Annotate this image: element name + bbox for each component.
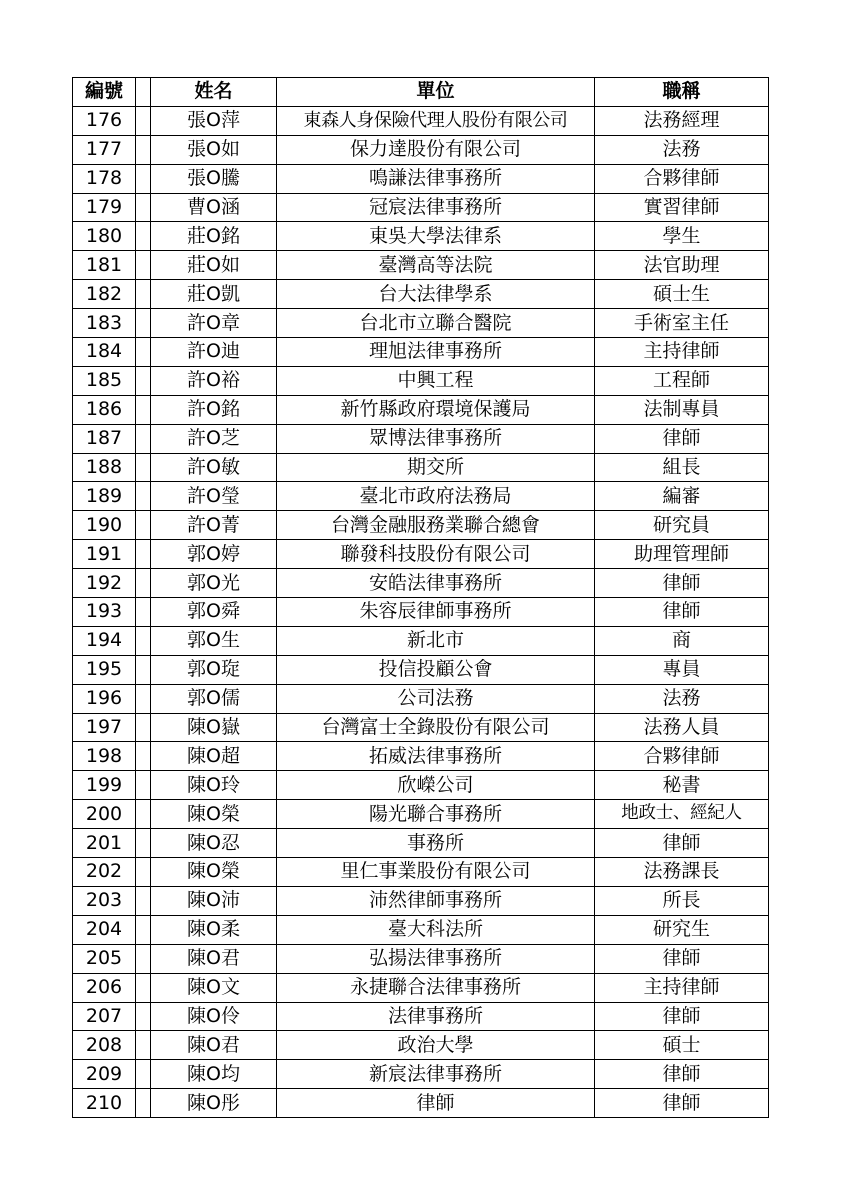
- table-row: [73, 395, 769, 424]
- cell-unit: 法律事務所: [277, 1002, 595, 1031]
- cell-spacer: [136, 800, 151, 829]
- table-row: [73, 338, 769, 367]
- cell-number: 202: [73, 858, 136, 887]
- cell-spacer: [136, 742, 151, 771]
- cell-number: 189: [73, 482, 136, 511]
- cell-spacer: [136, 829, 151, 858]
- cell-unit: 政治大學: [277, 1031, 595, 1060]
- cell-title: 實習律師: [595, 193, 769, 222]
- cell-spacer: [136, 309, 151, 338]
- table-row: [73, 684, 769, 713]
- cell-title: 律師: [595, 1089, 769, 1118]
- cell-unit: 台灣金融服務業聯合總會: [277, 511, 595, 540]
- cell-title: 助理管理師: [595, 540, 769, 569]
- cell-spacer: [136, 915, 151, 944]
- cell-name: 許O菁: [151, 511, 277, 540]
- cell-number: 200: [73, 800, 136, 829]
- cell-number: 195: [73, 655, 136, 684]
- cell-spacer: [136, 453, 151, 482]
- table-row: [73, 135, 769, 164]
- cell-title: 法務: [595, 135, 769, 164]
- cell-title: 組長: [595, 453, 769, 482]
- cell-name: 陳O超: [151, 742, 277, 771]
- table-row: [73, 742, 769, 771]
- cell-title: 法務經理: [595, 106, 769, 135]
- cell-unit: 聯發科技股份有限公司: [277, 540, 595, 569]
- cell-spacer: [136, 1060, 151, 1089]
- cell-number: 193: [73, 598, 136, 627]
- cell-unit: 理旭法律事務所: [277, 338, 595, 367]
- cell-spacer: [136, 1089, 151, 1118]
- table-row: [73, 598, 769, 627]
- cell-spacer: [136, 569, 151, 598]
- cell-name: 陳O柔: [151, 915, 277, 944]
- cell-spacer: [136, 366, 151, 395]
- cell-name: 陳O嶽: [151, 713, 277, 742]
- cell-name: 郭O儒: [151, 684, 277, 713]
- cell-number: 205: [73, 944, 136, 973]
- cell-number: 186: [73, 395, 136, 424]
- cell-title: 合夥律師: [595, 164, 769, 193]
- cell-title: 學生: [595, 222, 769, 251]
- cell-number: 178: [73, 164, 136, 193]
- cell-title: 研究員: [595, 511, 769, 540]
- cell-number: 187: [73, 424, 136, 453]
- cell-unit: 臺灣高等法院: [277, 251, 595, 280]
- cell-name: 許O裕: [151, 366, 277, 395]
- cell-name: 許O章: [151, 309, 277, 338]
- cell-number: 184: [73, 338, 136, 367]
- cell-unit: 臺大科法所: [277, 915, 595, 944]
- table-row: [73, 858, 769, 887]
- cell-number: 209: [73, 1060, 136, 1089]
- table-header: [73, 78, 769, 107]
- table-row: [73, 655, 769, 684]
- header-name: 姓名: [151, 78, 277, 107]
- cell-title: 地政士、經紀人: [595, 800, 769, 829]
- cell-unit: 永捷聯合法律事務所: [277, 973, 595, 1002]
- cell-title: 秘書: [595, 771, 769, 800]
- cell-unit: 台北市立聯合醫院: [277, 309, 595, 338]
- cell-name: 陳O榮: [151, 800, 277, 829]
- cell-title: 律師: [595, 569, 769, 598]
- cell-name: 莊O銘: [151, 222, 277, 251]
- cell-name: 陳O均: [151, 1060, 277, 1089]
- cell-unit: 投信投顧公會: [277, 655, 595, 684]
- cell-title: 手術室主任: [595, 309, 769, 338]
- cell-number: 196: [73, 684, 136, 713]
- cell-title: 主持律師: [595, 338, 769, 367]
- cell-number: 181: [73, 251, 136, 280]
- cell-title: 編審: [595, 482, 769, 511]
- cell-name: 張O如: [151, 135, 277, 164]
- cell-name: 陳O玲: [151, 771, 277, 800]
- cell-name: 陳O君: [151, 944, 277, 973]
- table-row: [73, 280, 769, 309]
- cell-spacer: [136, 193, 151, 222]
- cell-unit: 安皓法律事務所: [277, 569, 595, 598]
- cell-spacer: [136, 598, 151, 627]
- cell-number: 204: [73, 915, 136, 944]
- cell-name: 許O芝: [151, 424, 277, 453]
- table-row: [73, 424, 769, 453]
- cell-spacer: [136, 771, 151, 800]
- cell-number: 207: [73, 1002, 136, 1031]
- cell-number: 197: [73, 713, 136, 742]
- cell-number: 191: [73, 540, 136, 569]
- cell-number: 188: [73, 453, 136, 482]
- cell-spacer: [136, 713, 151, 742]
- cell-number: 190: [73, 511, 136, 540]
- cell-name: 張O萍: [151, 106, 277, 135]
- cell-spacer: [136, 395, 151, 424]
- table-row: [73, 771, 769, 800]
- cell-unit: 台灣富士全錄股份有限公司: [277, 713, 595, 742]
- table-row: [73, 973, 769, 1002]
- cell-spacer: [136, 944, 151, 973]
- table-row: [73, 713, 769, 742]
- cell-unit: 陽光聯合事務所: [277, 800, 595, 829]
- cell-title: 律師: [595, 424, 769, 453]
- cell-name: 陳O伶: [151, 1002, 277, 1031]
- cell-unit: 眾博法律事務所: [277, 424, 595, 453]
- roster-table: [72, 77, 769, 1118]
- cell-number: 208: [73, 1031, 136, 1060]
- table-body: [73, 106, 769, 1117]
- cell-name: 陳O忍: [151, 829, 277, 858]
- cell-title: 主持律師: [595, 973, 769, 1002]
- table-row: [73, 482, 769, 511]
- cell-number: 192: [73, 569, 136, 598]
- table-row: [73, 829, 769, 858]
- cell-unit: 沛然律師事務所: [277, 886, 595, 915]
- cell-title: 商: [595, 626, 769, 655]
- cell-title: 律師: [595, 598, 769, 627]
- cell-unit: 欣嶸公司: [277, 771, 595, 800]
- cell-unit: 期交所: [277, 453, 595, 482]
- cell-unit: 公司法務: [277, 684, 595, 713]
- cell-number: 177: [73, 135, 136, 164]
- cell-number: 203: [73, 886, 136, 915]
- cell-name: 陳O文: [151, 973, 277, 1002]
- table-row: [73, 193, 769, 222]
- table-row: [73, 366, 769, 395]
- cell-spacer: [136, 1031, 151, 1060]
- cell-title: 法務課長: [595, 858, 769, 887]
- cell-number: 183: [73, 309, 136, 338]
- cell-unit: 弘揚法律事務所: [277, 944, 595, 973]
- header-title: 職稱: [595, 78, 769, 107]
- table-row: [73, 251, 769, 280]
- cell-number: 185: [73, 366, 136, 395]
- table-row: [73, 569, 769, 598]
- cell-spacer: [136, 251, 151, 280]
- table-row: [73, 1002, 769, 1031]
- cell-name: 陳O榮: [151, 858, 277, 887]
- table-row: [73, 886, 769, 915]
- cell-title: 律師: [595, 1002, 769, 1031]
- cell-name: 陳O沛: [151, 886, 277, 915]
- cell-spacer: [136, 973, 151, 1002]
- cell-title: 法務: [595, 684, 769, 713]
- cell-unit: 拓威法律事務所: [277, 742, 595, 771]
- header-number: 編號: [73, 78, 136, 107]
- table-row: [73, 222, 769, 251]
- cell-spacer: [136, 1002, 151, 1031]
- cell-name: 曹O涵: [151, 193, 277, 222]
- cell-title: 碩士: [595, 1031, 769, 1060]
- cell-title: 工程師: [595, 366, 769, 395]
- cell-name: 許O銘: [151, 395, 277, 424]
- table-row: [73, 540, 769, 569]
- cell-number: 176: [73, 106, 136, 135]
- cell-number: 180: [73, 222, 136, 251]
- cell-unit: 新竹縣政府環境保護局: [277, 395, 595, 424]
- cell-unit: 律師: [277, 1089, 595, 1118]
- table-row: [73, 1089, 769, 1118]
- table-row: [73, 626, 769, 655]
- cell-spacer: [136, 655, 151, 684]
- cell-title: 律師: [595, 1060, 769, 1089]
- cell-unit: 冠宸法律事務所: [277, 193, 595, 222]
- cell-spacer: [136, 164, 151, 193]
- cell-spacer: [136, 222, 151, 251]
- cell-name: 郭O生: [151, 626, 277, 655]
- table-row: [73, 106, 769, 135]
- cell-name: 許O瑩: [151, 482, 277, 511]
- cell-spacer: [136, 482, 151, 511]
- cell-spacer: [136, 106, 151, 135]
- header-unit: 單位: [277, 78, 595, 107]
- cell-spacer: [136, 338, 151, 367]
- cell-name: 張O騰: [151, 164, 277, 193]
- cell-spacer: [136, 424, 151, 453]
- cell-title: 合夥律師: [595, 742, 769, 771]
- cell-unit: 朱容辰律師事務所: [277, 598, 595, 627]
- cell-unit: 東森人身保險代理人股份有限公司: [277, 106, 595, 135]
- cell-title: 律師: [595, 829, 769, 858]
- cell-title: 律師: [595, 944, 769, 973]
- cell-title: 所長: [595, 886, 769, 915]
- cell-spacer: [136, 626, 151, 655]
- cell-spacer: [136, 858, 151, 887]
- header-spacer: [136, 78, 151, 107]
- cell-unit: 台大法律學系: [277, 280, 595, 309]
- table-row: [73, 164, 769, 193]
- cell-unit: 鳴謙法律事務所: [277, 164, 595, 193]
- cell-title: 法制專員: [595, 395, 769, 424]
- cell-name: 郭O婷: [151, 540, 277, 569]
- cell-number: 210: [73, 1089, 136, 1118]
- cell-number: 182: [73, 280, 136, 309]
- table-row: [73, 800, 769, 829]
- cell-title: 專員: [595, 655, 769, 684]
- cell-spacer: [136, 886, 151, 915]
- header-row: [73, 78, 769, 107]
- cell-name: 莊O如: [151, 251, 277, 280]
- cell-unit: 臺北市政府法務局: [277, 482, 595, 511]
- cell-unit: 新宸法律事務所: [277, 1060, 595, 1089]
- cell-name: 陳O君: [151, 1031, 277, 1060]
- cell-unit: 東吳大學法律系: [277, 222, 595, 251]
- cell-unit: 新北市: [277, 626, 595, 655]
- cell-spacer: [136, 135, 151, 164]
- table-row: [73, 309, 769, 338]
- cell-title: 碩士生: [595, 280, 769, 309]
- cell-name: 許O迪: [151, 338, 277, 367]
- cell-number: 199: [73, 771, 136, 800]
- table-row: [73, 511, 769, 540]
- table-row: [73, 453, 769, 482]
- cell-name: 莊O凱: [151, 280, 277, 309]
- cell-name: 郭O琁: [151, 655, 277, 684]
- table-row: [73, 944, 769, 973]
- table-row: [73, 1031, 769, 1060]
- cell-title: 法務人員: [595, 713, 769, 742]
- cell-spacer: [136, 511, 151, 540]
- table-row: [73, 1060, 769, 1089]
- cell-spacer: [136, 684, 151, 713]
- cell-name: 許O敏: [151, 453, 277, 482]
- cell-unit: 事務所: [277, 829, 595, 858]
- table-row: [73, 915, 769, 944]
- cell-spacer: [136, 280, 151, 309]
- cell-number: 198: [73, 742, 136, 771]
- cell-name: 陳O彤: [151, 1089, 277, 1118]
- cell-unit: 保力達股份有限公司: [277, 135, 595, 164]
- cell-title: 研究生: [595, 915, 769, 944]
- cell-number: 194: [73, 626, 136, 655]
- cell-title: 法官助理: [595, 251, 769, 280]
- cell-name: 郭O光: [151, 569, 277, 598]
- cell-spacer: [136, 540, 151, 569]
- cell-number: 206: [73, 973, 136, 1002]
- cell-name: 郭O舜: [151, 598, 277, 627]
- cell-number: 179: [73, 193, 136, 222]
- cell-unit: 里仁事業股份有限公司: [277, 858, 595, 887]
- cell-number: 201: [73, 829, 136, 858]
- cell-unit: 中興工程: [277, 366, 595, 395]
